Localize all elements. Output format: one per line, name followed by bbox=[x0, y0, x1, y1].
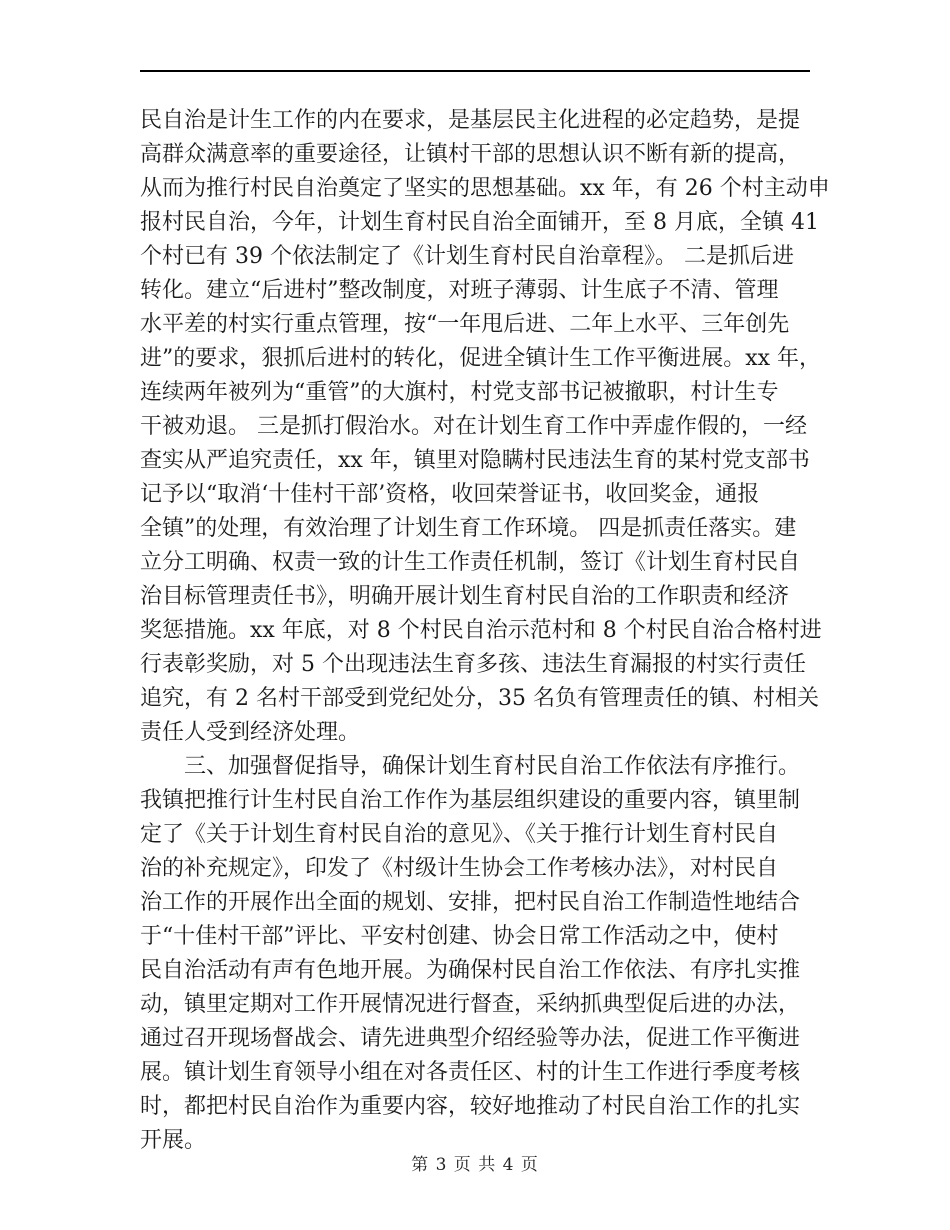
text-line: 治目标管理责任书》，明确开展计划生育村民自治的工作职责和经济 bbox=[140, 584, 790, 609]
text-line: 定了《关于计划生育村民自治的意见》、《关于推行计划生育村民自 bbox=[140, 822, 779, 847]
text-line: 奖惩措施。xx 年底，对 8 个村民自治示范村和 8 个村民自治合格村进 bbox=[140, 618, 822, 643]
text-line: 记予以“取消‘十佳村干部’资格，收回荣誉证书，收回奖金，通报 bbox=[140, 482, 760, 507]
text-line: 转化。建立“后进村”整改制度，对班子薄弱、计生底子不清、管理 bbox=[140, 278, 779, 303]
section-heading-line: 三、加强督促指导，确保计划生育村民自治工作依法有序推行。 bbox=[184, 754, 801, 779]
text-line: 治工作的开展作出全面的规划、安排，把村民自治工作制造性地结合 bbox=[140, 890, 801, 915]
text-line: 追究，有 2 名村干部受到党纪处分，35 名负有管理责任的镇、村相关 bbox=[140, 686, 819, 711]
header-rule bbox=[140, 70, 810, 72]
text-line: 我镇把推行计生村民自治工作作为基层组织建设的重要内容，镇里制 bbox=[140, 788, 801, 813]
text-line: 于“十佳村干部”评比、平安村创建、协会日常工作活动之中，使村 bbox=[140, 924, 779, 949]
text-line: 民自治活动有声有色地开展。为确保村民自治工作依法、有序扎实推 bbox=[140, 958, 801, 983]
text-line: 连续两年被列为“重管”的大旗村，村党支部书记被撤职，村计生专 bbox=[140, 380, 779, 405]
text-line: 立分工明确、权责一致的计生工作责任机制，签订《计划生育村民自 bbox=[140, 550, 801, 575]
text-line: 报村民自治，今年，计划生育村民自治全面铺开，至 8 月底，全镇 41 bbox=[140, 210, 819, 235]
text-line: 开展。 bbox=[140, 1128, 207, 1153]
text-line: 个村已有 39 个依法制定了《计划生育村民自治章程》。 二是抓后进 bbox=[140, 244, 794, 269]
text-line: 水平差的村实行重点管理，按“一年甩后进、二年上水平、三年创先 bbox=[140, 312, 790, 337]
text-line: 责任人受到经济处理。 bbox=[140, 720, 361, 745]
text-line: 展。镇计划生育领导小组在对各责任区、村的计生工作进行季度考核 bbox=[140, 1060, 801, 1085]
text-line: 进”的要求，狠抓后进村的转化，促进全镇计生工作平衡进展。xx 年， bbox=[140, 346, 822, 371]
text-line: 干被劝退。 三是抓打假治水。对在计划生育工作中弄虚作假的，一经 bbox=[140, 414, 807, 439]
text-line: 全镇”的处理，有效治理了计划生育工作环境。 四是抓责任落实。建 bbox=[140, 516, 797, 541]
text-line: 行表彰奖励，对 5 个出现违法生育多孩、违法生育漏报的村实行责任 bbox=[140, 652, 806, 677]
text-line: 高群众满意率的重要途径，让镇村干部的思想认识不断有新的提高， bbox=[140, 142, 801, 167]
text-line: 从而为推行村民自治奠定了坚实的思想基础。xx 年，有 26 个村主动申 bbox=[140, 176, 830, 201]
page-number-footer: 第 3 页 共 4 页 bbox=[411, 1155, 539, 1175]
document-body bbox=[140, 104, 830, 1158]
text-line: 民自治是计生工作的内在要求，是基层民主化进程的必定趋势，是提 bbox=[140, 108, 801, 133]
text-line: 治的补充规定》，印发了《村级计生协会工作考核办法》，对村民自 bbox=[140, 856, 779, 881]
text-line: 查实从严追究责任，xx 年，镇里对隐瞒村民违法生育的某村党支部书 bbox=[140, 448, 810, 473]
text-line: 时，都把村民自治作为重要内容，较好地推动了村民自治工作的扎实 bbox=[140, 1094, 801, 1119]
text-line: 动，镇里定期对工作开展情况进行督查，采纳抓典型促后进的办法， bbox=[140, 992, 801, 1017]
text-line: 通过召开现场督战会、请先进典型介绍经验等办法，促进工作平衡进 bbox=[140, 1026, 801, 1051]
